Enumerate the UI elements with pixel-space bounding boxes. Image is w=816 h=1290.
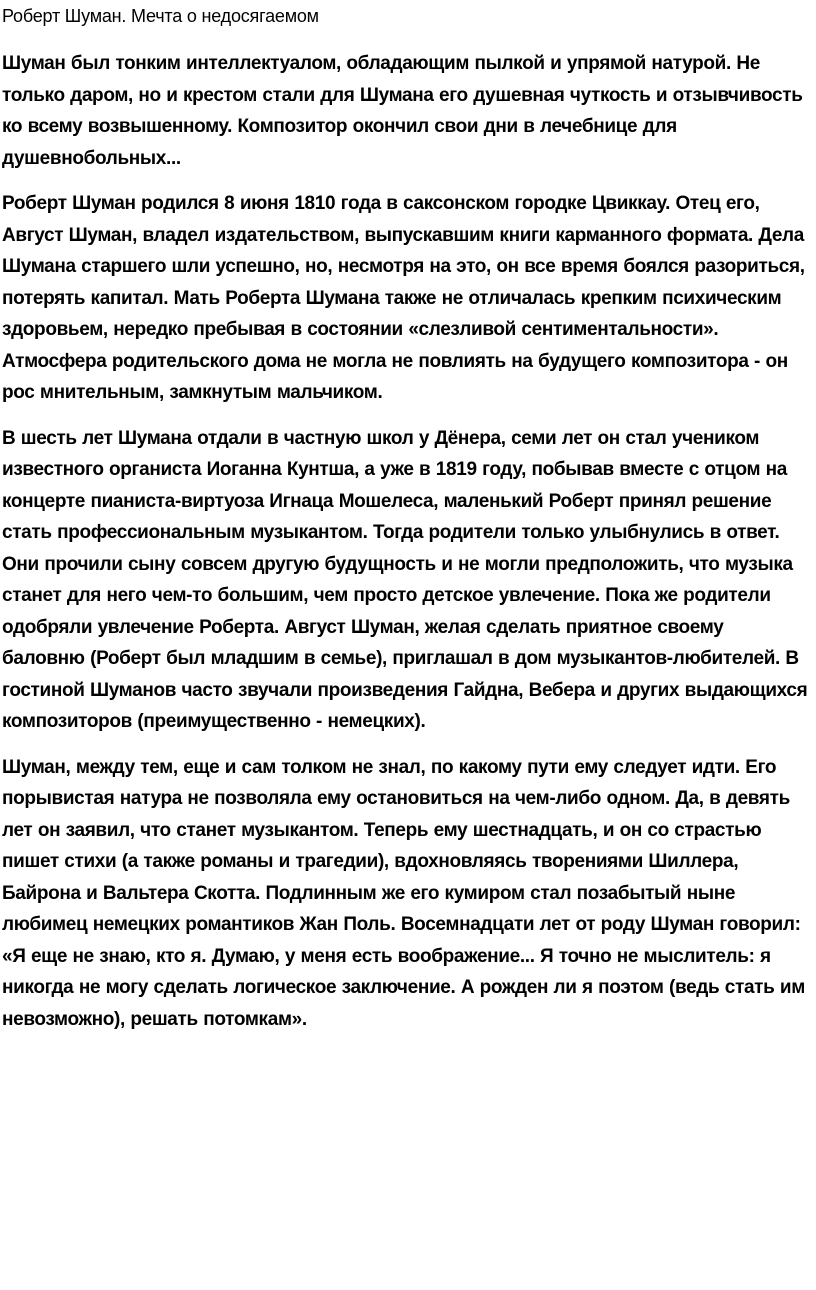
paragraph-childhood: В шесть лет Шумана отдали в частную школ у Дёнера, семи лет он стал учеником известного органиста Иоганна Кунтша, а уже в 1819 году, побывав вместе с отцом на концерте пианиста-виртуоза Игнаца Мошелеса, маленький Роберт принял решение стать профессиональным музыкантом. Тогда родители только улыбнулись в ответ. Они прочили сыну совсем другую будущность и не могли предположить, что музыка станет для него чем-то большим, чем просто детское увлечение. Пока же родители одобряли увлечение Роберта. Август Шуман, желая сделать приятное своему баловню (Роберт был младшим в семье), приглашал в дом музыкантов-любителей. В гостиной Шуманов часто звучали произведения Гайдна, Вебера и других выдающихся композиторов (преимущественно - немецких). [2, 427, 808, 732]
document-page [2, 4, 810, 1049]
paragraph-birth-family: Роберт Шуман родился 8 июня 1810 года в саксонском городке Цвиккау. Отец его, Август Шуман, владел издательством, выпускавшим книги карманного формата. Дела Шумана старшего шли успешно, но, несмотря на это, он все время боялся разориться, потерять капитал. Мать Роберта Шумана также не отличалась крепким психическим здоровьем, нередко пребывая в состоянии «слезливой сентиментальности». Атмосфера родительского дома не могла не повлиять на будущего композитора - он рос мнительным, замкнутым мальчиком. [2, 193, 805, 403]
paragraph-youth: Шуман, между тем, еще и сам толком не знал, по какому пути ему следует идти. Его порывистая натура не позволяла ему остановиться на чем-либо одном. Да, в девять лет он заявил, что станет музыкантом. Теперь ему шестнадцать, и он со страстью пишет стихи (а также романы и трагедии), вдохновляясь творениями Шиллера, Байрона и Вальтера Скотта. Подлинным же его кумиром стал позабытый ныне любимец немецких романтиков Жан Поль. Восемнадцати лет от роду Шуман говорил: «Я еще не знаю, кто я. Думаю, у меня есть воображение... Я точно не мыслитель: я никогда не могу сделать логическое заключение. А рожден ли я поэтом (ведь стать им невозможно), решать потомкам». [2, 756, 805, 1030]
document-title: Роберт Шуман. Мечта о недосягаемом [2, 6, 319, 26]
paragraph-intro: Шуман был тонким интеллектуалом, обладающим пылкой и упрямой натурой. Не только даром, но и крестом стали для Шумана его душевная чуткость и отзывчивость ко всему возвышенному. Композитор окончил свои дни в лечебнице для душевнобольных... [2, 53, 803, 169]
